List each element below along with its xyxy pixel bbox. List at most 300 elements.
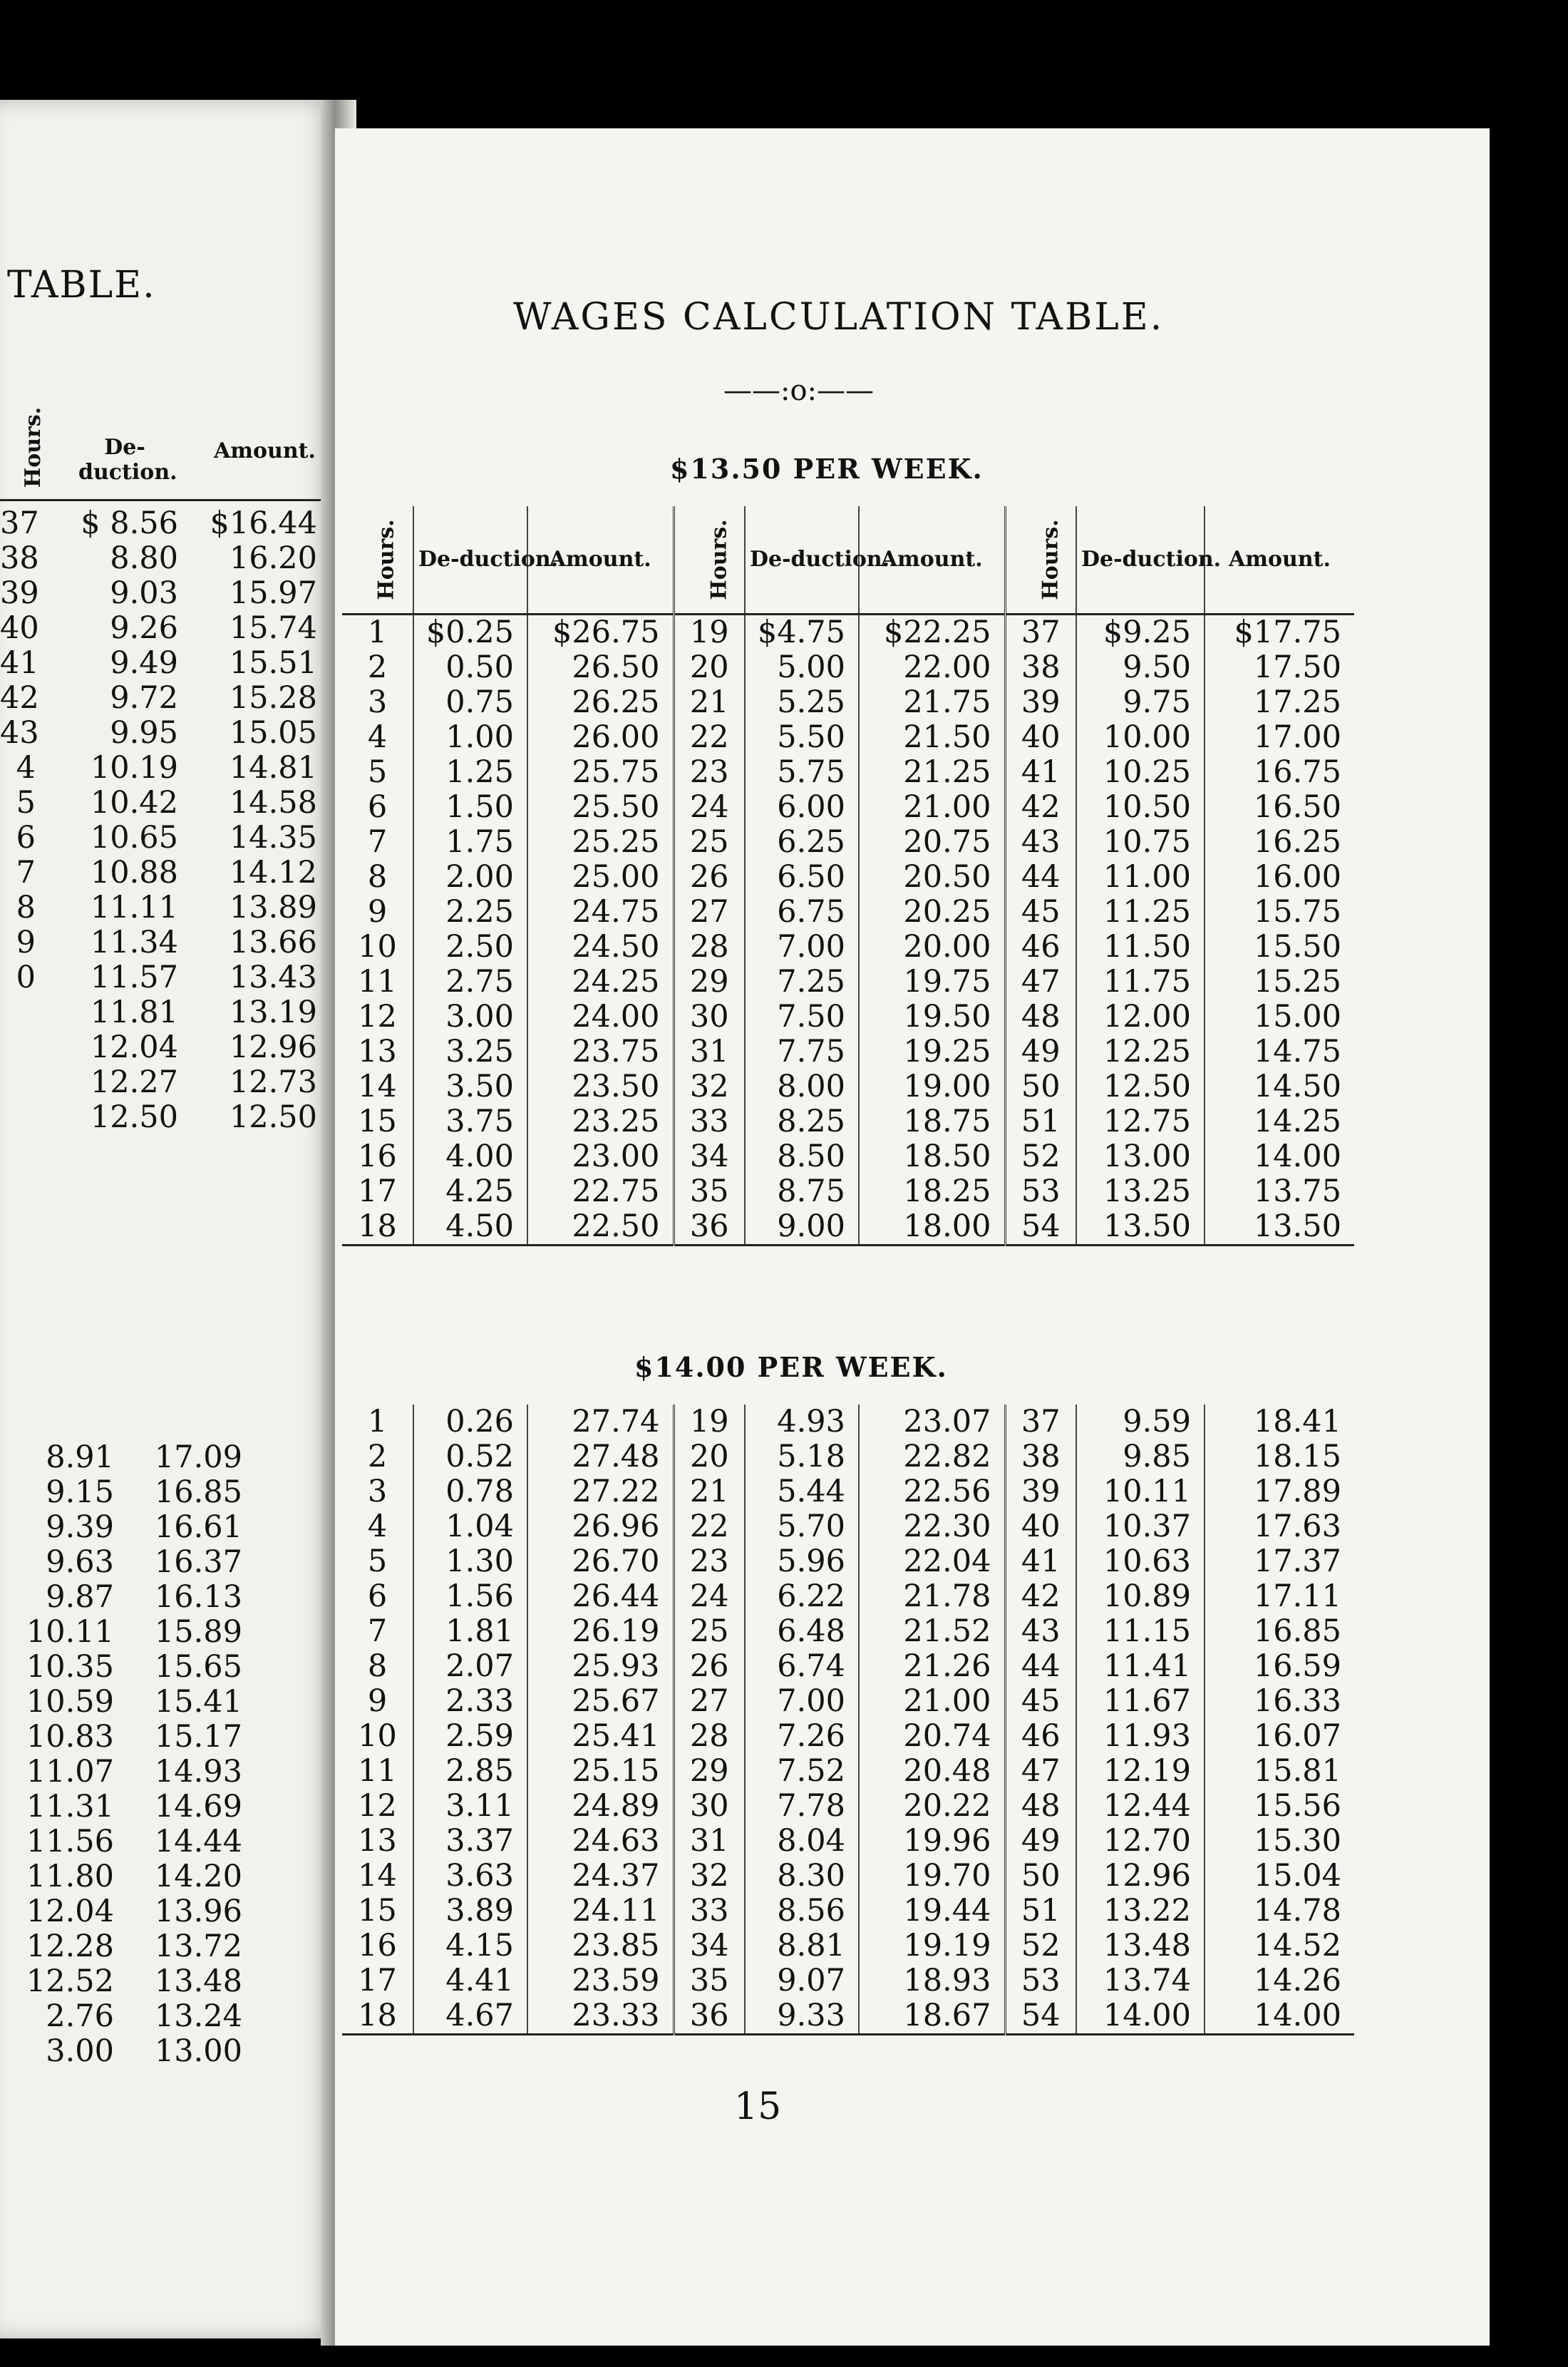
amount-cell: 25.67 xyxy=(527,1684,674,1719)
left-cell: 13.66 xyxy=(229,925,317,960)
wages-table-14-00 xyxy=(342,1405,1354,2035)
amount-cell: 26.19 xyxy=(527,1614,674,1649)
left-page-title: TABLE. xyxy=(7,264,156,307)
hours-cell: 21 xyxy=(674,1474,745,1509)
hours-cell: 46 xyxy=(1005,930,1076,965)
table-row xyxy=(342,895,1354,930)
deduction-cell: $4.75 xyxy=(745,615,859,651)
table-row xyxy=(342,1963,1354,1998)
amount-cell: 25.50 xyxy=(527,790,674,825)
hours-cell: 18 xyxy=(342,1209,413,1246)
amount-cell: 16.00 xyxy=(1253,859,1341,895)
left-cell xyxy=(0,995,36,1030)
table-row xyxy=(342,1034,1354,1069)
hours-cell: 47 xyxy=(1005,965,1076,1000)
header-hours-label: Hours. xyxy=(706,519,732,600)
amount-cell: 25.00 xyxy=(527,860,674,895)
deduction-cell: 9.07 xyxy=(745,1963,859,1998)
title-ornament: ——:o:—— xyxy=(723,374,875,407)
deduction-cell: 1.04 xyxy=(413,1509,527,1544)
left-cell: 10.83 xyxy=(26,1719,114,1755)
deduction-cell: 11.00 xyxy=(1076,860,1205,895)
hours-cell: 25 xyxy=(674,825,745,860)
left-cell: 37 xyxy=(0,505,39,541)
deduction-cell: 2.59 xyxy=(413,1719,527,1754)
deduction-cell: 4.41 xyxy=(413,1963,527,1998)
deduction-cell: 9.59 xyxy=(1076,1405,1205,1439)
section-title-14-00: $14.00 PER WEEK. xyxy=(634,1351,948,1383)
left-cell: 38 xyxy=(0,540,39,576)
deduction-cell: 7.00 xyxy=(745,1684,859,1719)
left-cell: 10.65 xyxy=(90,820,178,856)
deduction-cell: 8.75 xyxy=(745,1174,859,1209)
hours-cell: 19 xyxy=(674,1405,745,1439)
hours-cell: 48 xyxy=(1005,1000,1076,1034)
deduction-cell: 12.70 xyxy=(1076,1824,1205,1859)
hours-cell: 34 xyxy=(674,1929,745,1963)
deduction-cell: 1.75 xyxy=(413,825,527,860)
amount-cell: 20.74 xyxy=(859,1719,1005,1754)
amount-cell: 22.75 xyxy=(527,1174,674,1209)
left-column xyxy=(0,505,39,1135)
amount-cell: 15.81 xyxy=(1253,1753,1341,1789)
deduction-cell: 5.75 xyxy=(745,755,859,790)
deduction-cell: 6.22 xyxy=(745,1579,859,1614)
hours-cell: 40 xyxy=(1005,1509,1076,1544)
hours-cell: 29 xyxy=(674,965,745,1000)
deduction-cell: 13.22 xyxy=(1076,1894,1205,1929)
deduction-cell: 11.93 xyxy=(1076,1719,1205,1754)
amount-cell: 27.48 xyxy=(527,1439,674,1474)
left-cell: 14.35 xyxy=(229,820,317,856)
hours-cell: 38 xyxy=(1005,650,1076,685)
left-cell: 9.72 xyxy=(110,680,178,716)
left-header-amount: Amount. xyxy=(214,438,316,463)
left-cell: 13.89 xyxy=(229,890,317,925)
deduction-cell: 5.70 xyxy=(745,1509,859,1544)
amount-cell: 17.50 xyxy=(1253,649,1341,685)
deduction-cell: 2.75 xyxy=(413,965,527,1000)
deduction-cell: 11.41 xyxy=(1076,1649,1205,1684)
hours-cell: 29 xyxy=(674,1754,745,1789)
left-cell: 12.27 xyxy=(90,1064,178,1100)
deduction-cell: 4.25 xyxy=(413,1174,527,1209)
hours-cell: 12 xyxy=(342,1000,413,1034)
amount-cell: 26.25 xyxy=(527,685,674,720)
left-page xyxy=(0,100,335,2338)
table-row xyxy=(342,1069,1354,1104)
amount-cell: 19.50 xyxy=(859,1000,1005,1034)
amount-cell: 20.48 xyxy=(859,1754,1005,1789)
amount-cell: 18.93 xyxy=(859,1963,1005,1998)
left-cell: 12.04 xyxy=(26,1894,114,1929)
hours-cell: 28 xyxy=(674,930,745,965)
left-column xyxy=(57,506,178,1135)
hours-cell: 46 xyxy=(1005,1719,1076,1754)
amount-cell: 20.75 xyxy=(859,825,1005,860)
amount-cell: 21.50 xyxy=(859,720,1005,755)
deduction-cell: 2.25 xyxy=(413,895,527,930)
amount-cell: 18.15 xyxy=(1253,1439,1341,1474)
amount-cell: 26.00 xyxy=(527,720,674,755)
deduction-cell: 6.00 xyxy=(745,790,859,825)
amount-cell: 23.07 xyxy=(859,1405,1005,1439)
header-deduction: De-duction. xyxy=(413,506,527,615)
hours-cell: 30 xyxy=(674,1789,745,1824)
deduction-cell: 9.00 xyxy=(745,1209,859,1246)
amount-cell: 25.15 xyxy=(527,1754,674,1789)
left-cell: 13.00 xyxy=(154,2033,242,2069)
table-row xyxy=(342,685,1354,720)
deduction-cell: 14.00 xyxy=(1076,1998,1205,2035)
table-row xyxy=(342,1929,1354,1963)
deduction-cell: 4.67 xyxy=(413,1998,527,2035)
hours-cell: 54 xyxy=(1005,1998,1076,2035)
left-bottom-block xyxy=(0,1440,335,2153)
deduction-cell: 3.00 xyxy=(413,1000,527,1034)
hours-cell: 4 xyxy=(342,720,413,755)
amount-cell: 15.30 xyxy=(1253,1823,1341,1859)
hours-cell: 22 xyxy=(674,1509,745,1544)
left-cell: 11.57 xyxy=(90,960,178,995)
amount-cell: 21.00 xyxy=(859,790,1005,825)
deduction-cell: 5.25 xyxy=(745,685,859,720)
hours-cell: 21 xyxy=(674,685,745,720)
deduction-cell: 6.48 xyxy=(745,1614,859,1649)
amount-cell: 16.33 xyxy=(1253,1683,1341,1719)
deduction-cell: 2.33 xyxy=(413,1684,527,1719)
amount-cell: 13.75 xyxy=(1253,1174,1341,1209)
left-cell: 12.50 xyxy=(229,1099,317,1135)
hours-cell: 40 xyxy=(1005,720,1076,755)
hours-cell: 13 xyxy=(342,1824,413,1859)
hours-cell: 20 xyxy=(674,650,745,685)
hours-cell: 13 xyxy=(342,1034,413,1069)
deduction-cell: 8.00 xyxy=(745,1069,859,1104)
hours-cell: 30 xyxy=(674,1000,745,1034)
table-row xyxy=(342,1754,1354,1789)
table-row xyxy=(342,1859,1354,1894)
deduction-cell: 8.50 xyxy=(745,1139,859,1174)
hours-cell: 38 xyxy=(1005,1439,1076,1474)
deduction-cell: 13.74 xyxy=(1076,1963,1205,1998)
left-cell: 41 xyxy=(0,645,39,681)
left-column xyxy=(192,506,317,1135)
deduction-cell: 1.81 xyxy=(413,1614,527,1649)
left-cell: 13.72 xyxy=(154,1929,242,1964)
amount-cell: 21.78 xyxy=(859,1579,1005,1614)
hours-cell: 52 xyxy=(1005,1929,1076,1963)
amount-cell: 19.96 xyxy=(859,1824,1005,1859)
deduction-cell: 6.75 xyxy=(745,895,859,930)
deduction-cell: 6.74 xyxy=(745,1649,859,1684)
page-number: 15 xyxy=(734,2085,782,2128)
left-cell: 14.69 xyxy=(154,1789,242,1824)
amount-cell: 17.63 xyxy=(1253,1509,1341,1544)
header-hours xyxy=(674,506,745,615)
hours-cell: 23 xyxy=(674,1544,745,1579)
amount-cell: 14.52 xyxy=(1253,1928,1341,1963)
left-cell: 13.24 xyxy=(154,1998,242,2034)
amount-cell: $17.75 xyxy=(1234,615,1341,650)
left-cell: 12.50 xyxy=(90,1099,178,1135)
table-row xyxy=(342,1544,1354,1579)
table-row xyxy=(342,1439,1354,1474)
hours-cell: 31 xyxy=(674,1824,745,1859)
left-cell: 14.12 xyxy=(229,855,317,890)
deduction-cell: 12.75 xyxy=(1076,1104,1205,1139)
deduction-cell: 12.96 xyxy=(1076,1859,1205,1894)
hours-cell: 36 xyxy=(674,1998,745,2035)
hours-cell: 4 xyxy=(342,1509,413,1544)
hours-cell: 17 xyxy=(342,1963,413,1998)
amount-cell: 18.50 xyxy=(859,1139,1005,1174)
left-cell: $ 8.56 xyxy=(81,505,178,541)
left-cell: 39 xyxy=(0,575,39,611)
hours-cell: 3 xyxy=(342,685,413,720)
hours-cell: 16 xyxy=(342,1139,413,1174)
hours-cell: 10 xyxy=(342,1719,413,1754)
hours-cell: 48 xyxy=(1005,1789,1076,1824)
amount-cell: 26.96 xyxy=(527,1509,674,1544)
left-cell: 15.89 xyxy=(154,1614,242,1650)
header-hours xyxy=(342,506,413,615)
left-cell: 12.28 xyxy=(26,1929,114,1964)
amount-cell: 23.25 xyxy=(527,1104,674,1139)
hours-cell: 51 xyxy=(1005,1104,1076,1139)
amount-cell: 15.56 xyxy=(1253,1788,1341,1824)
hours-cell: 35 xyxy=(674,1174,745,1209)
amount-cell: 20.25 xyxy=(859,895,1005,930)
amount-cell: 15.00 xyxy=(1253,999,1341,1034)
deduction-cell: 10.11 xyxy=(1076,1474,1205,1509)
deduction-cell: 7.75 xyxy=(745,1034,859,1069)
left-cell: 13.43 xyxy=(229,960,317,995)
left-cell: 11.07 xyxy=(26,1754,114,1790)
amount-cell: 15.75 xyxy=(1253,894,1341,930)
table-row xyxy=(342,1719,1354,1754)
left-cell: 14.93 xyxy=(154,1754,242,1790)
left-header-hours: Hours. xyxy=(21,406,46,488)
left-cell: 16.85 xyxy=(154,1474,242,1510)
header-deduction: De-duction. xyxy=(745,506,859,615)
deduction-cell: 0.75 xyxy=(413,685,527,720)
table-row xyxy=(342,650,1354,685)
hours-cell: 52 xyxy=(1005,1139,1076,1174)
hours-cell: 31 xyxy=(674,1034,745,1069)
amount-cell: 19.19 xyxy=(859,1929,1005,1963)
wages-table-13-50 xyxy=(342,506,1354,1246)
hours-cell: 49 xyxy=(1005,1034,1076,1069)
hours-cell: 8 xyxy=(342,860,413,895)
header-amount: Amount. xyxy=(859,506,1005,615)
amount-cell: 18.67 xyxy=(859,1998,1005,2035)
amount-cell: 24.25 xyxy=(527,965,674,1000)
left-top-block xyxy=(0,406,335,1405)
deduction-cell: 10.25 xyxy=(1076,755,1205,790)
deduction-cell: 13.00 xyxy=(1076,1139,1205,1174)
hours-cell: 27 xyxy=(674,895,745,930)
deduction-cell: 5.50 xyxy=(745,720,859,755)
amount-cell: 23.59 xyxy=(527,1963,674,1998)
deduction-cell: 9.50 xyxy=(1076,650,1205,685)
table-row xyxy=(342,965,1354,1000)
left-cell: 2.76 xyxy=(46,1998,114,2034)
hours-cell: 36 xyxy=(674,1209,745,1246)
left-cell xyxy=(0,1100,36,1135)
left-cell: 7 xyxy=(16,855,36,890)
amount-cell: 22.04 xyxy=(859,1544,1005,1579)
left-cell: 14.81 xyxy=(229,750,317,786)
deduction-cell: 10.63 xyxy=(1076,1544,1205,1579)
deduction-cell: 6.50 xyxy=(745,860,859,895)
deduction-cell: 7.52 xyxy=(745,1754,859,1789)
left-cell: 15.28 xyxy=(229,680,317,716)
hours-cell: 53 xyxy=(1005,1174,1076,1209)
deduction-cell: 3.37 xyxy=(413,1824,527,1859)
amount-cell: 13.50 xyxy=(1205,1209,1354,1246)
amount-cell: 26.70 xyxy=(527,1544,674,1579)
hours-cell: 12 xyxy=(342,1789,413,1824)
left-cell: 12.04 xyxy=(90,1030,178,1065)
left-cell: 9.03 xyxy=(110,575,178,611)
hours-cell: 18 xyxy=(342,1998,413,2035)
left-cell xyxy=(0,1030,36,1065)
left-cell xyxy=(0,1065,36,1100)
left-cell: 11.34 xyxy=(90,925,178,960)
deduction-cell: 11.25 xyxy=(1076,895,1205,930)
hours-cell: 41 xyxy=(1005,755,1076,790)
amount-cell: 17.25 xyxy=(1253,684,1341,720)
hours-cell: 26 xyxy=(674,860,745,895)
left-cell: 8 xyxy=(16,890,36,925)
hours-cell: 1 xyxy=(342,615,413,651)
left-cell: 9.15 xyxy=(46,1474,114,1510)
left-cell: 10.42 xyxy=(90,785,178,821)
hours-cell: 23 xyxy=(674,755,745,790)
deduction-cell: 11.15 xyxy=(1076,1614,1205,1649)
table-row xyxy=(342,1174,1354,1209)
deduction-cell: 3.25 xyxy=(413,1034,527,1069)
table-row xyxy=(342,1209,1354,1246)
deduction-cell: 4.93 xyxy=(745,1405,859,1439)
left-cell: 4 xyxy=(16,750,36,786)
amount-cell: 23.85 xyxy=(527,1929,674,1963)
table-row xyxy=(342,1579,1354,1614)
hours-cell: 44 xyxy=(1005,1649,1076,1684)
hours-cell: 11 xyxy=(342,1754,413,1789)
deduction-cell: 8.30 xyxy=(745,1859,859,1894)
left-cell: 13.48 xyxy=(154,1963,242,1999)
hours-cell: 33 xyxy=(674,1104,745,1139)
amount-cell: 24.11 xyxy=(527,1894,674,1929)
left-cell: 12.52 xyxy=(26,1963,114,1999)
amount-cell: 21.00 xyxy=(859,1684,1005,1719)
hours-cell: 35 xyxy=(674,1963,745,1998)
deduction-cell: 11.75 xyxy=(1076,965,1205,1000)
table-row xyxy=(342,1614,1354,1649)
left-cell: 14.20 xyxy=(154,1859,242,1894)
table-row xyxy=(342,615,1354,651)
deduction-cell: 3.50 xyxy=(413,1069,527,1104)
amount-cell: 25.41 xyxy=(527,1719,674,1754)
left-cell: 6 xyxy=(16,820,36,856)
amount-cell: 18.00 xyxy=(859,1209,1005,1246)
deduction-cell: $0.25 xyxy=(413,615,527,651)
amount-cell: 16.25 xyxy=(1253,824,1341,860)
hours-cell: 53 xyxy=(1005,1963,1076,1998)
amount-cell: 16.75 xyxy=(1253,754,1341,790)
hours-cell: 43 xyxy=(1005,1614,1076,1649)
hours-cell: 14 xyxy=(342,1859,413,1894)
amount-cell: 15.50 xyxy=(1253,929,1341,965)
amount-cell: 16.07 xyxy=(1253,1718,1341,1754)
deduction-cell: 7.26 xyxy=(745,1719,859,1754)
table-row xyxy=(342,1824,1354,1859)
amount-cell: 23.00 xyxy=(527,1139,674,1174)
hours-cell: 7 xyxy=(342,825,413,860)
amount-cell: 14.25 xyxy=(1253,1104,1341,1139)
hours-cell: 15 xyxy=(342,1104,413,1139)
hours-cell: 50 xyxy=(1005,1069,1076,1104)
hours-cell: 19 xyxy=(674,615,745,651)
amount-cell: 23.50 xyxy=(527,1069,674,1104)
left-cell: $16.44 xyxy=(210,505,317,541)
left-cell: 10.19 xyxy=(90,750,178,786)
deduction-cell: 5.18 xyxy=(745,1439,859,1474)
left-cell: 11.81 xyxy=(90,995,178,1030)
table-row xyxy=(342,755,1354,790)
hours-cell: 47 xyxy=(1005,1754,1076,1789)
deduction-cell: 0.78 xyxy=(413,1474,527,1509)
left-cell: 12.73 xyxy=(229,1064,317,1100)
table-row xyxy=(342,720,1354,755)
left-cell: 13.96 xyxy=(154,1894,242,1929)
deduction-cell: 10.50 xyxy=(1076,790,1205,825)
deduction-cell: 10.75 xyxy=(1076,825,1205,860)
deduction-cell: 8.56 xyxy=(745,1894,859,1929)
left-cell: 0 xyxy=(16,960,36,995)
deduction-cell: 10.37 xyxy=(1076,1509,1205,1544)
amount-cell: 15.04 xyxy=(1253,1858,1341,1894)
amount-cell: 18.25 xyxy=(859,1174,1005,1209)
deduction-cell: 6.25 xyxy=(745,825,859,860)
table-row xyxy=(342,1139,1354,1174)
amount-cell: 25.25 xyxy=(527,825,674,860)
deduction-cell: 0.50 xyxy=(413,650,527,685)
left-cell: 10.88 xyxy=(90,855,178,890)
hours-cell: 9 xyxy=(342,895,413,930)
left-cell: 11.11 xyxy=(90,890,178,925)
hours-cell: 7 xyxy=(342,1614,413,1649)
hours-cell: 17 xyxy=(342,1174,413,1209)
deduction-cell: 7.50 xyxy=(745,1000,859,1034)
left-cell: 42 xyxy=(0,680,39,716)
amount-cell: 21.52 xyxy=(859,1614,1005,1649)
amount-cell: 17.89 xyxy=(1253,1474,1341,1509)
table-row xyxy=(342,790,1354,825)
hours-cell: 45 xyxy=(1005,895,1076,930)
left-cell: 15.51 xyxy=(229,645,317,681)
left-cell: 9.95 xyxy=(110,715,178,751)
header-hours-label: Hours. xyxy=(1038,519,1063,600)
header-hours-label: Hours. xyxy=(373,519,399,600)
amount-cell: 24.00 xyxy=(527,1000,674,1034)
deduction-cell: 13.25 xyxy=(1076,1174,1205,1209)
hours-cell: 5 xyxy=(342,1544,413,1579)
left-column xyxy=(135,1440,242,2069)
left-header-row xyxy=(0,399,335,501)
